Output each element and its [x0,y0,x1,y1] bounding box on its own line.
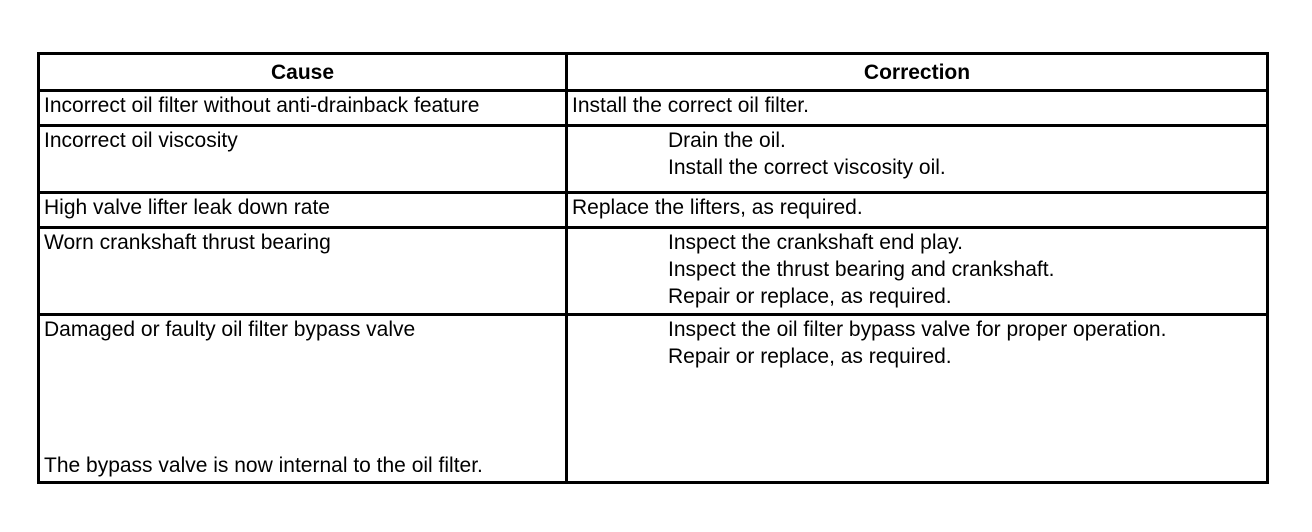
correction-cell [567,228,1268,315]
table-row [39,91,1268,126]
table-row [39,193,1268,228]
table-row [39,315,1268,483]
diagnostic-table [37,52,1269,484]
cause-note: The bypass valve is now internal to the oil filter. [44,454,483,477]
correction-line: Inspect the oil filter bypass valve for proper operation. [668,318,1167,341]
cause-text: Damaged or faulty oil filter bypass valve [44,318,416,341]
cause-cell: Incorrect oil filter without anti-drainback feature [39,91,567,126]
table-header-row [39,54,1268,91]
correction-line: Replace the lifters, as required. [572,196,863,219]
cause-cell: Worn crankshaft thrust bearing [39,228,567,315]
correction-line: Inspect the crankshaft end play. [668,231,963,254]
correction-cell [567,126,1268,193]
table-row [39,228,1268,315]
cause-cell [39,315,567,483]
cause-content [44,316,565,481]
correction-line: Drain the oil. [668,129,786,152]
correction-cell [567,91,1268,126]
table-row [39,126,1268,193]
cause-cell: High valve lifter leak down rate [39,193,567,228]
column-header-cause: Cause [39,54,567,91]
correction-line: Repair or replace, as required. [668,345,952,368]
column-header-correction: Correction [567,54,1268,91]
correction-cell [567,315,1268,483]
correction-line: Install the correct oil filter. [572,94,809,117]
correction-line: Repair or replace, as required. [668,285,952,308]
correction-cell [567,193,1268,228]
correction-line: Install the correct viscosity oil. [668,156,946,179]
cause-cell: Incorrect oil viscosity [39,126,567,193]
correction-line: Inspect the thrust bearing and crankshaft. [668,258,1055,281]
